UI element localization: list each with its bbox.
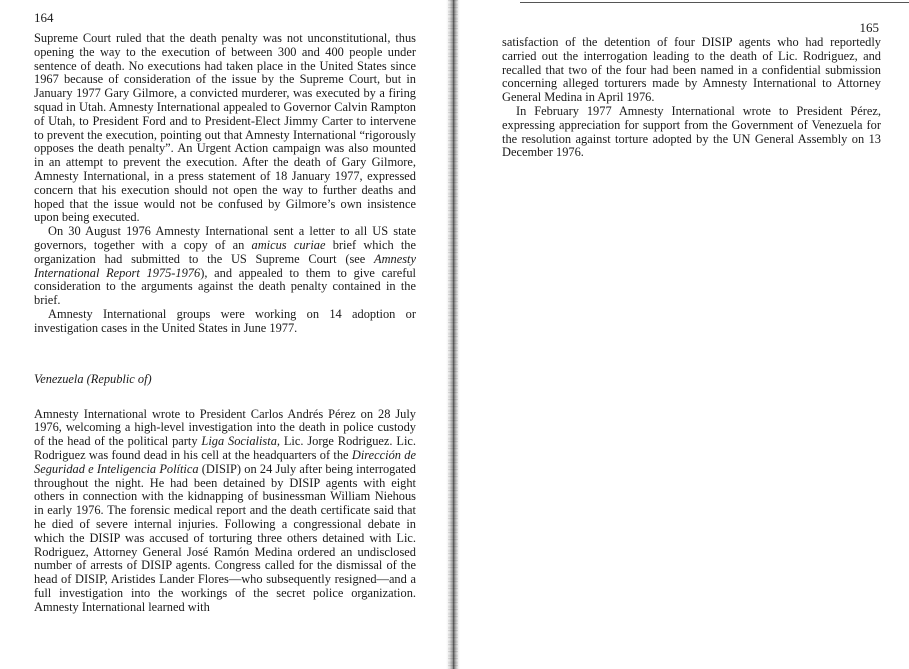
- left-page: [0, 0, 448, 669]
- page-number-right: 165: [859, 20, 879, 35]
- text-run: On 30 August 1976 Amnesty International sent a letter to all US state governors, together with a copy of an: [34, 224, 416, 252]
- paragraph-venezuela: [34, 408, 416, 615]
- paragraph-un-resolution: In February 1977 Amnesty International wrote to President Pérez, expressing appreciation for support from the Government of Venezuela for the resolution against torture adopted by the UN General Assembly on 13 December 1976.: [502, 103, 881, 160]
- paragraph-amicus-brief: [34, 225, 416, 308]
- paragraph-death-penalty: Supreme Court ruled that the death penalty was not unconstitutional, thus opening the way to the execution of between 300 and 400 people under sentence of death. No executions had taken place in the United States since 1967 because of consideration of the issue by the Supreme Court, but in January 1977 Gary Gilmore, a convicted murderer, was executed by a firing squad in Utah. Amnesty International appealed to Governor Calvin Rampton of Utah, to President Ford and to President-Elect Jimmy Carter to intervene to prevent the execution, pointing out that Amnesty International “rigorously opposes the death penalty”. An Urgent Action campaign was also mounted in an attempt to prevent the execution. After the death of Gary Gilmore, Amnesty International, in a press statement of 18 January 1977, expressed concern that his execution should not open the way to further deaths and hoped that the issue would not be confused by Gilmore’s own insistence upon being executed.: [34, 31, 416, 225]
- italic-agency-name: Dirección de Seguridad e Inteligencia Política: [34, 447, 416, 476]
- text-run: Amnesty International wrote to President Carlos Andrés Pérez on 28 July 1976, welcoming a high-level investigation into the death in police custody of the head of the political party: [34, 406, 416, 449]
- text-run: ), and appealed to them to give careful consideration to the arguments against the death penalty contained in the brief.: [34, 265, 416, 308]
- right-page: [462, 0, 909, 669]
- italic-title-report: Amnesty International Report 1975-1976: [34, 251, 416, 280]
- text-run: brief which the organization had submitted to the US Supreme Court (see: [34, 237, 417, 266]
- paragraph-disip-agents: satisfaction of the detention of four DISIP agents who had reportedly carried out the interrogation leading to the death of Lic. Rodriguez, and recalled that two of the four had been named in a confidential submission concerning alleged torturers made by Amnesty International to Attorney General Medina in April 1976.: [502, 35, 881, 105]
- text-run: Lic. Jorge Rodriguez. Lic. Rodriguez was found dead in his cell at the headquarters of the: [34, 434, 416, 462]
- gutter-shadow: [448, 0, 458, 669]
- page-number-left: 164: [34, 10, 54, 25]
- text-run: (DISIP) on 24 July after being interrogated throughout the night. He had been detained by DISIP agents with eight others in connection with the kidnapping of businessman William Niehous in early 1976. The forensic medical report and the death certificate said that he died of severe internal injuries. Following a congressional debate in which the DISIP was accused of torturing three others detained with Lic. Rodriguez, Attorney General José Ramón Medina ordered an undisclosed number of arrests of DISIP agents. Congress called for the dismissal of the head of DISIP, Aristides Lander Flores—who subsequently resigned—and a full investigation into the workings of the secret police organization. Amnesty International learned with: [34, 461, 416, 614]
- italic-party-name: Liga Socialista,: [201, 434, 280, 449]
- paragraph-adoption-cases: Amnesty International groups were working on 14 adoption or investigation cases in the United States in June 1977.: [34, 306, 416, 335]
- section-heading-venezuela: Venezuela (Republic of): [34, 371, 152, 386]
- italic-term-amicus-curiae: amicus curiae: [251, 237, 326, 252]
